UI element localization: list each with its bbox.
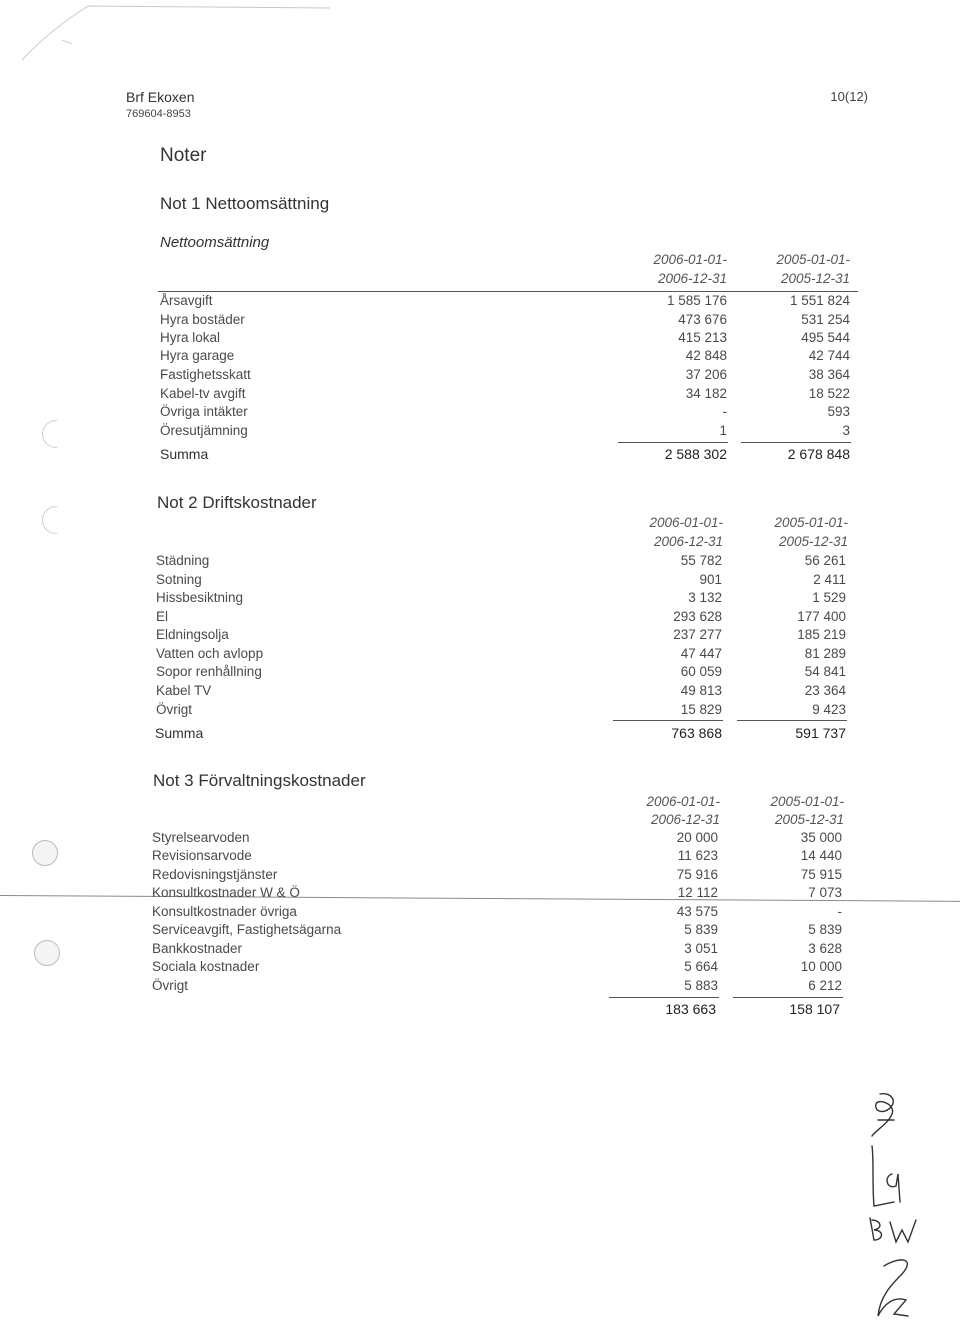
table-cell-2006: 75 916 (676, 867, 718, 882)
table-row-label: Städning (156, 553, 210, 568)
table-row-label: Sotning (156, 572, 202, 587)
table-row-label: Fastighetsskatt (160, 367, 251, 382)
table-cell-2006: 49 813 (680, 683, 722, 698)
table-row-label: Övrigt (156, 702, 193, 717)
table-cell-2006: 43 575 (676, 904, 718, 919)
note1-sum-rule-2006 (618, 442, 728, 443)
note1-col2006-line2: 2006-12-31 (657, 271, 727, 286)
table-cell-2005: 38 364 (808, 367, 850, 382)
note2-sum-label: Summa (155, 725, 204, 741)
table-cell-2006: 415 213 (678, 330, 727, 345)
table-cell-2006: 42 848 (685, 348, 727, 363)
note3-title: Not 3 Förvaltningskostnader (153, 771, 366, 790)
table-cell-2005: 7 073 (808, 885, 842, 900)
note2-col2005-line1: 2005-01-01- (774, 515, 848, 530)
table-row-label: Redovisningstjänster (152, 867, 278, 882)
note1-header-rule (158, 291, 858, 292)
note2-sum-rule-2006 (613, 720, 723, 721)
note2-col2006-line2: 2006-12-31 (653, 534, 723, 549)
scan-corner-artifact (0, 0, 340, 70)
note2-col2005-line2: 2005-12-31 (778, 534, 848, 549)
table-cell-2006: 55 782 (680, 553, 722, 568)
table-row-label: Styrelsearvoden (152, 830, 250, 845)
note1-col2005-line2: 2005-12-31 (780, 271, 850, 286)
note2-col2006-line1: 2006-01-01- (649, 515, 723, 530)
table-cell-2005: 3 628 (808, 941, 842, 956)
table-cell-2005: 10 000 (800, 959, 842, 974)
table-cell-2005: 593 (827, 404, 850, 419)
table-cell-2006: 5 664 (684, 959, 718, 974)
org-name: Brf Ekoxen (126, 89, 195, 105)
page-title: Noter (160, 145, 207, 166)
table-cell-2006: 5 883 (684, 978, 718, 993)
note3-sum-2005: 158 107 (789, 1001, 840, 1017)
table-cell-2005: 42 744 (808, 348, 850, 363)
table-row-label: Årsavgift (160, 293, 213, 308)
table-cell-2006: 1 585 176 (666, 293, 727, 308)
table-cell-2006: - (722, 404, 727, 419)
note1-sum-label: Summa (160, 446, 209, 462)
table-row-label: Hyra lokal (160, 330, 221, 345)
table-cell-2005: 2 411 (813, 572, 846, 587)
note3-col2005-line1: 2005-01-01- (770, 794, 844, 809)
table-cell-2005: 35 000 (800, 830, 842, 845)
table-cell-2005: 3 (842, 423, 850, 438)
table-cell-2005: 23 364 (804, 683, 846, 698)
margin-mark-1 (42, 420, 57, 448)
note3-col2006-line1: 2006-01-01- (646, 794, 720, 809)
table-row-label: Revisionsarvode (152, 848, 252, 863)
table-cell-2006: 20 000 (676, 830, 718, 845)
table-row-label: Kabel TV (156, 683, 212, 698)
note1-subtitle: Nettoomsättning (160, 234, 270, 251)
note3-col2006-line2: 2006-12-31 (650, 812, 720, 827)
table-cell-2006: 293 628 (673, 609, 722, 624)
table-row-label: Hissbesiktning (156, 590, 244, 605)
table-cell-2006: 901 (699, 572, 722, 587)
table-cell-2006: 34 182 (685, 386, 727, 401)
table-row-label: Eldningsolja (156, 627, 229, 642)
punch-hole-1 (32, 840, 58, 866)
punch-hole-2 (34, 940, 60, 966)
note1-col2006-line1: 2006-01-01- (653, 252, 727, 267)
table-cell-2006: 3 051 (684, 941, 718, 956)
table-cell-2005: 56 261 (804, 553, 846, 568)
note1-title: Not 1 Nettoomsättning (160, 194, 330, 213)
note3-sum-rule-2005 (733, 997, 843, 998)
note3-sum-rule-2006 (609, 997, 719, 998)
table-row-label: Serviceavgift, Fastighetsägarna (152, 922, 342, 937)
note3-col2005-line2: 2005-12-31 (774, 812, 844, 827)
table-row-label: Sociala kostnader (152, 959, 260, 974)
handwritten-initials (850, 1090, 940, 1330)
table-cell-2006: 15 829 (680, 702, 722, 717)
table-row-label: Övrigt (152, 978, 189, 993)
note3-sum-2006: 183 663 (665, 1001, 716, 1017)
margin-mark-2 (42, 506, 57, 534)
table-row-label: El (156, 609, 169, 624)
table-row-label: Övriga intäkter (160, 404, 248, 419)
note1-sum-2006: 2 588 302 (664, 446, 727, 462)
table-cell-2005: 81 289 (804, 646, 846, 661)
table-cell-2006: 1 (719, 423, 727, 438)
note2-title: Not 2 Driftskostnader (157, 493, 317, 512)
table-cell-2006: 47 447 (680, 646, 722, 661)
note2-sum-2005: 591 737 (795, 725, 846, 741)
table-row-label: Kabel-tv avgift (160, 386, 246, 401)
table-row-label: Öresutjämning (160, 423, 248, 438)
table-cell-2005: 18 522 (808, 386, 850, 401)
table-cell-2005: 75 915 (800, 867, 842, 882)
table-cell-2006: 60 059 (680, 664, 722, 679)
table-cell-2005: 185 219 (797, 627, 846, 642)
table-row-label: Konsultkostnader W & Ö (152, 885, 300, 900)
table-cell-2005: 54 841 (804, 664, 846, 679)
table-cell-2006: 37 206 (685, 367, 727, 382)
table-row-label: Konsultkostnader övriga (152, 904, 297, 919)
note1-sum-rule-2005 (741, 442, 851, 443)
table-cell-2006: 12 112 (677, 885, 718, 900)
table-cell-2005: - (837, 904, 842, 919)
note1-sum-2005: 2 678 848 (787, 446, 850, 462)
table-cell-2005: 177 400 (797, 609, 846, 624)
table-cell-2005: 14 440 (800, 848, 842, 863)
table-row-label: Hyra bostäder (160, 312, 245, 327)
table-row-label: Hyra garage (160, 348, 235, 363)
table-cell-2006: 3 132 (688, 590, 722, 605)
table-row-label: Vatten och avlopp (156, 646, 264, 661)
table-row-label: Sopor renhållning (156, 664, 262, 679)
table-cell-2005: 531 254 (801, 312, 850, 327)
org-number: 769604-8953 (126, 108, 191, 120)
table-cell-2005: 1 529 (812, 590, 846, 605)
table-cell-2005: 9 423 (812, 702, 846, 717)
table-cell-2006: 11 623 (677, 848, 718, 863)
table-cell-2005: 1 551 824 (789, 293, 850, 308)
table-cell-2005: 495 544 (801, 330, 850, 345)
table-row-label: Bankkostnader (152, 941, 243, 956)
note2-sum-2006: 763 868 (671, 725, 722, 741)
note1-col2005-line1: 2005-01-01- (776, 252, 850, 267)
page-number: 10(12) (830, 89, 868, 104)
table-cell-2006: 237 277 (673, 627, 722, 642)
table-cell-2006: 473 676 (678, 312, 727, 327)
table-cell-2005: 6 212 (808, 978, 842, 993)
table-cell-2005: 5 839 (808, 922, 842, 937)
table-cell-2006: 5 839 (684, 922, 718, 937)
note2-sum-rule-2005 (737, 720, 847, 721)
